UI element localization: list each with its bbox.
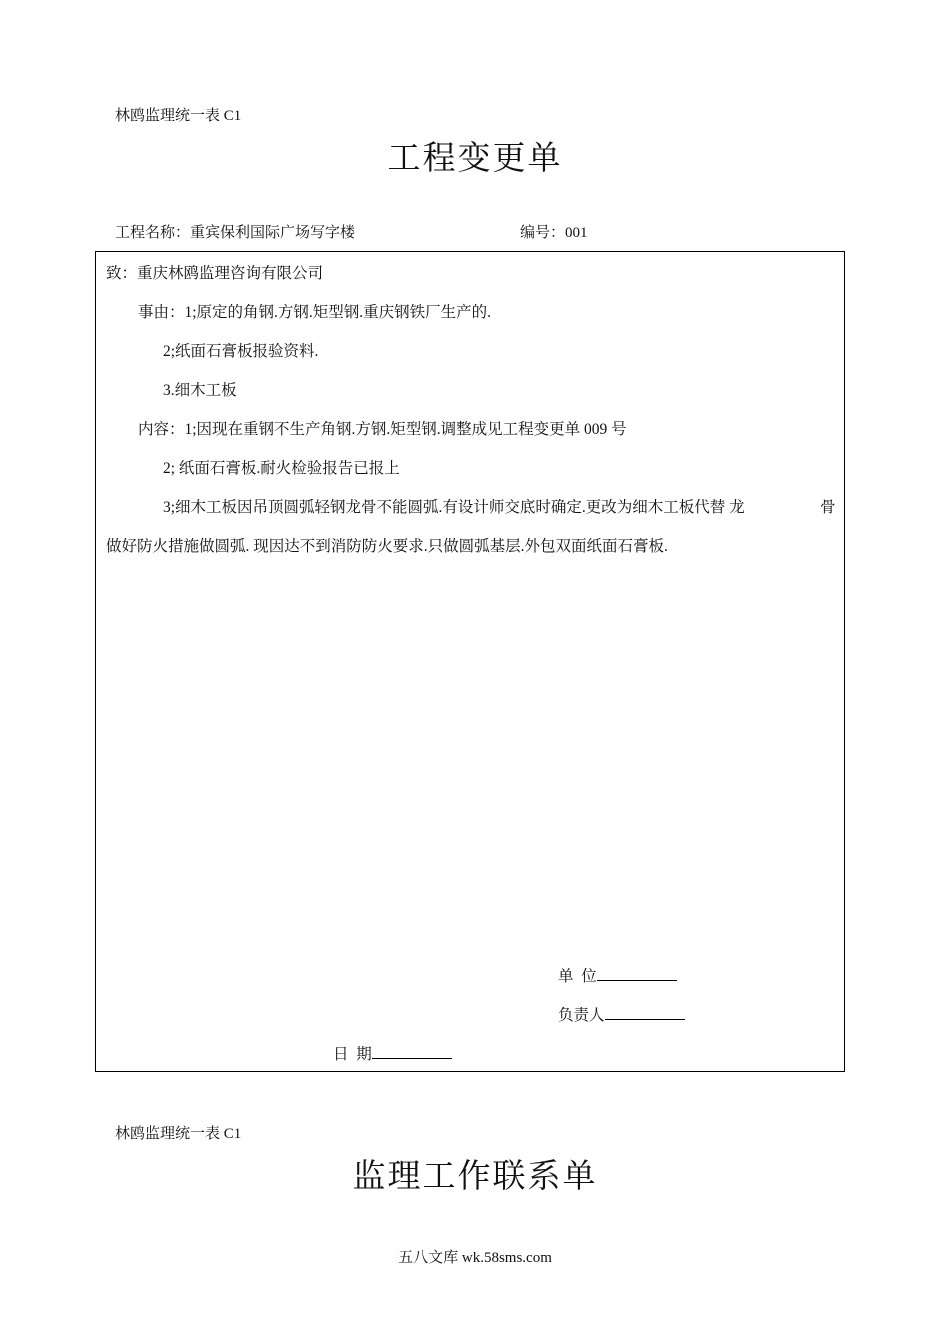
page-title-2: 监理工作联系单	[352, 1156, 598, 1195]
reason-line-1: 事由：1;原定的角钢.方钢.矩型钢.重庆钢铁厂生产的.	[138, 304, 492, 321]
date-field	[333, 1042, 452, 1064]
content-line-3: 3;细木工板因吊顶圆弧轻钢龙骨不能圆弧.有设计师交底时确定.更改为细木工板代替 龙	[163, 499, 745, 516]
document-number: 编号：001	[520, 225, 588, 241]
page-title: 工程变更单	[387, 138, 563, 177]
content-line-4: 做好防火措施做圆弧. 现因达不到消防防火要求.只做圆弧基层.外包双面纸面石膏板.	[106, 538, 668, 555]
unit-label: 单 位	[558, 968, 597, 985]
person-field	[558, 1003, 685, 1025]
unit-field	[558, 964, 677, 986]
unit-blank	[597, 965, 677, 981]
form-box	[95, 251, 845, 1072]
content-line-1: 内容：1;因现在重钢不生产角钢.方钢.矩型钢.调整成见工程变更单 009 号	[138, 421, 627, 438]
reason-line-3: 3.细木工板	[163, 382, 237, 399]
person-blank	[605, 1004, 685, 1020]
date-label: 日 期	[333, 1046, 372, 1063]
project-name: 工程名称：重宾保利国际广场写字楼	[115, 225, 356, 241]
date-blank	[372, 1043, 452, 1059]
form-code-2: 林鸥监理统一表 C1	[115, 1126, 242, 1142]
content-line-2: 2; 纸面石膏板.耐火检验报告已报上	[163, 460, 400, 477]
addressee: 致：重庆林鸥监理咨询有限公司	[106, 265, 324, 282]
content-line-3-tail: 骨	[820, 499, 836, 516]
form-code: 林鸥监理统一表 C1	[115, 108, 242, 124]
person-label: 负责人	[558, 1007, 605, 1024]
footer-watermark: 五八文库 wk.58sms.com	[398, 1250, 552, 1266]
reason-line-2: 2;纸面石膏板报验资料.	[163, 343, 319, 360]
